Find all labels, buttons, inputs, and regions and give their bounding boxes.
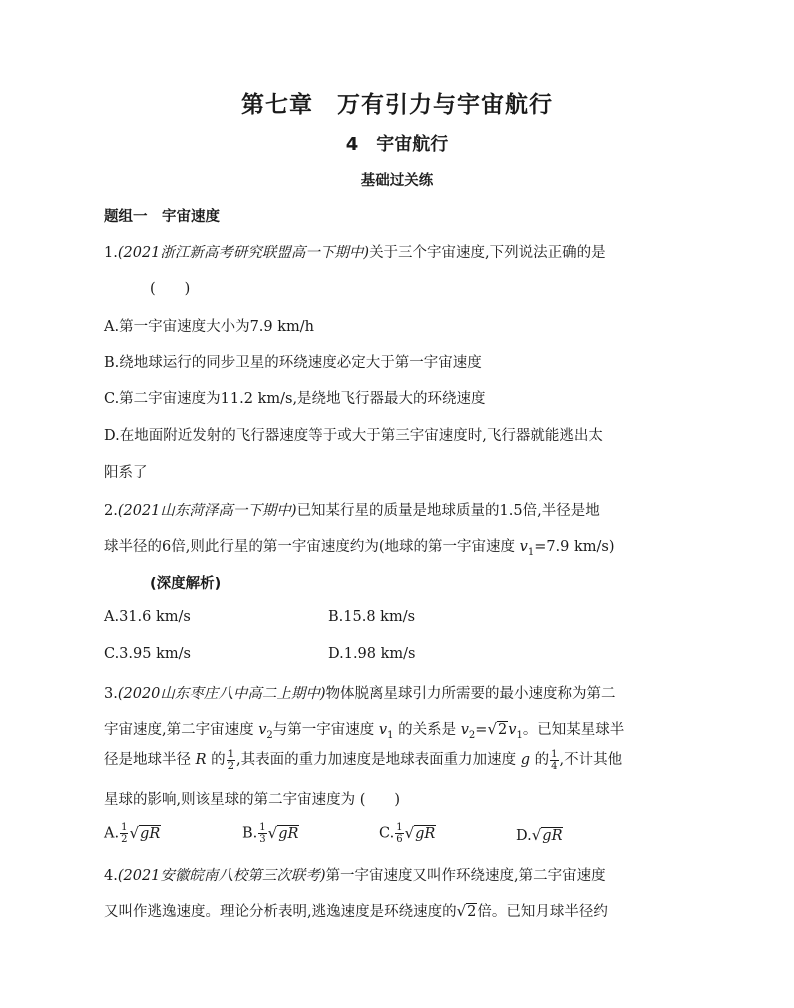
fraction (395, 822, 403, 845)
option-b (242, 822, 299, 845)
fraction (550, 749, 558, 772)
option-d: D.1.98 km/s (328, 646, 416, 662)
option-label: D. (516, 828, 532, 844)
chapter-title: 第七章 万有引力与宇宙航行 (241, 92, 553, 118)
question-2-stem-line2 (104, 535, 615, 558)
numerator: 1 (121, 822, 128, 833)
question-text: 物体脱离星球引力所需要的最小速度称为第二 (325, 686, 616, 702)
variable-v: v (508, 722, 517, 738)
denominator: 6 (396, 834, 403, 845)
text-segment: 的关系是 (393, 722, 461, 738)
text-segment: 的 (206, 752, 226, 768)
question-number: 3. (104, 686, 118, 702)
question-number: 4. (104, 868, 118, 884)
text-segment: 与第一宇宙速度 (272, 722, 379, 738)
fraction (120, 822, 128, 845)
text-segment: 球半径的6倍,则此行星的第一宇宙速度约为(地球的第一宇宙速度 (104, 539, 520, 555)
sqrt-argument: 2 (498, 722, 508, 738)
option-label: A. (104, 825, 120, 842)
subscript: 1 (387, 729, 394, 741)
question-3-stem (104, 682, 616, 703)
sqrt-expression: √gR (531, 826, 563, 844)
option-d: D.在地面附近发射的飞行器速度等于或大于第三宇宙速度时,飞行器就能逃出太 (104, 428, 603, 444)
sqrt-expression: √gR (404, 823, 436, 842)
numerator: 1 (551, 748, 558, 760)
question-1-stem (104, 241, 606, 262)
sqrt-expression: √2 (456, 902, 477, 920)
question-3-line3 (104, 748, 622, 772)
option-c: C.第二宇宙速度为11.2 km/s,是绕地飞行器最大的环绕速度 (104, 391, 486, 407)
numerator: 1 (259, 822, 266, 833)
subscript: 1 (516, 729, 523, 741)
denominator: 3 (259, 834, 266, 845)
option-b: B.15.8 km/s (328, 609, 416, 625)
sqrt-argument: gR (278, 825, 299, 842)
option-c (379, 822, 436, 845)
variable-r: R (195, 752, 207, 768)
text-segment: =7.9 km/s) (534, 539, 615, 555)
question-source: (2021浙江新高考研究联盟高一下期中) (117, 245, 370, 261)
option-a (104, 822, 161, 845)
subscript: 2 (468, 729, 476, 741)
question-4-line2 (104, 900, 608, 921)
variable-g: g (520, 752, 531, 768)
text-segment: ,不计其他 (559, 752, 623, 768)
denominator: 2 (121, 834, 128, 845)
option-b: B.绕地球运行的同步卫星的环绕速度必定大于第一宇宙速度 (104, 355, 482, 371)
sqrt-expression: √gR (267, 823, 299, 842)
lesson-title: 4 宇宙航行 (345, 134, 449, 155)
sqrt-expression: √gR (129, 823, 161, 842)
variable-v: v (460, 722, 469, 738)
numerator: 1 (396, 822, 403, 833)
option-d-continued: 阳系了 (104, 465, 148, 481)
sqrt-argument: gR (415, 825, 436, 842)
question-text: 第一宇宙速度又叫作环绕速度,第二宇宙速度 (325, 868, 606, 884)
text-segment: 的 (530, 752, 550, 768)
question-source: (2020山东枣庄八中高二上期中) (117, 686, 326, 702)
section-title: 基础过关练 (360, 173, 434, 189)
variable-v: v (258, 722, 267, 738)
sqrt-expression: √2 (487, 720, 508, 738)
option-c: C.3.95 km/s (104, 646, 191, 662)
fraction (227, 749, 235, 772)
sqrt-argument: 2 (467, 904, 477, 920)
option-label: B. (242, 825, 258, 842)
variable-v: v (378, 722, 388, 738)
subscript: 2 (266, 729, 273, 741)
text-segment: 。已知某星球半 (522, 722, 625, 738)
question-group-title: 题组一 宇宙速度 (104, 209, 220, 225)
text-segment: 宇宙速度,第二宇宙速度 (104, 722, 259, 738)
variable-v: v (519, 539, 528, 555)
text-segment: ,其表面的重力加速度是地球表面重力加速度 (236, 752, 521, 768)
option-a: A.31.6 km/s (104, 609, 191, 625)
question-3-line4: 星球的影响,则该星球的第二宇宙速度为 ( ) (104, 792, 401, 808)
text-segment: 径是地球半径 (104, 752, 196, 768)
denominator: 2 (227, 760, 235, 772)
question-source: (2021山东菏泽高一下期中) (117, 503, 297, 519)
equals-sign: = (475, 722, 488, 738)
question-4-stem (104, 864, 606, 885)
question-text: 关于三个宇宙速度,下列说法正确的是 (369, 245, 606, 261)
option-d (516, 826, 563, 844)
question-3-line2 (104, 718, 624, 741)
sqrt-argument: gR (542, 828, 563, 844)
denominator: 4 (551, 760, 558, 772)
sqrt-argument: gR (140, 825, 161, 842)
answer-blank: ( ) (150, 281, 191, 297)
option-a: A.第一宇宙速度大小为7.9 km/h (104, 319, 315, 335)
question-number: 1. (104, 245, 118, 261)
question-source: (2021安徽皖南八校第三次联考) (117, 868, 326, 884)
numerator: 1 (227, 748, 235, 760)
text-segment: 又叫作逃逸速度。理论分析表明,逃逸速度是环绕速度的 (104, 904, 457, 920)
question-text: 已知某行星的质量是地球质量的1.5倍,半径是地 (296, 503, 600, 519)
text-segment: 倍。已知月球半径约 (477, 904, 608, 920)
question-number: 2. (104, 503, 118, 519)
fraction (258, 822, 266, 845)
question-2-stem (104, 499, 600, 520)
analysis-note: (深度解析) (150, 576, 222, 592)
subscript: 1 (527, 546, 535, 558)
option-label: C. (379, 825, 395, 842)
